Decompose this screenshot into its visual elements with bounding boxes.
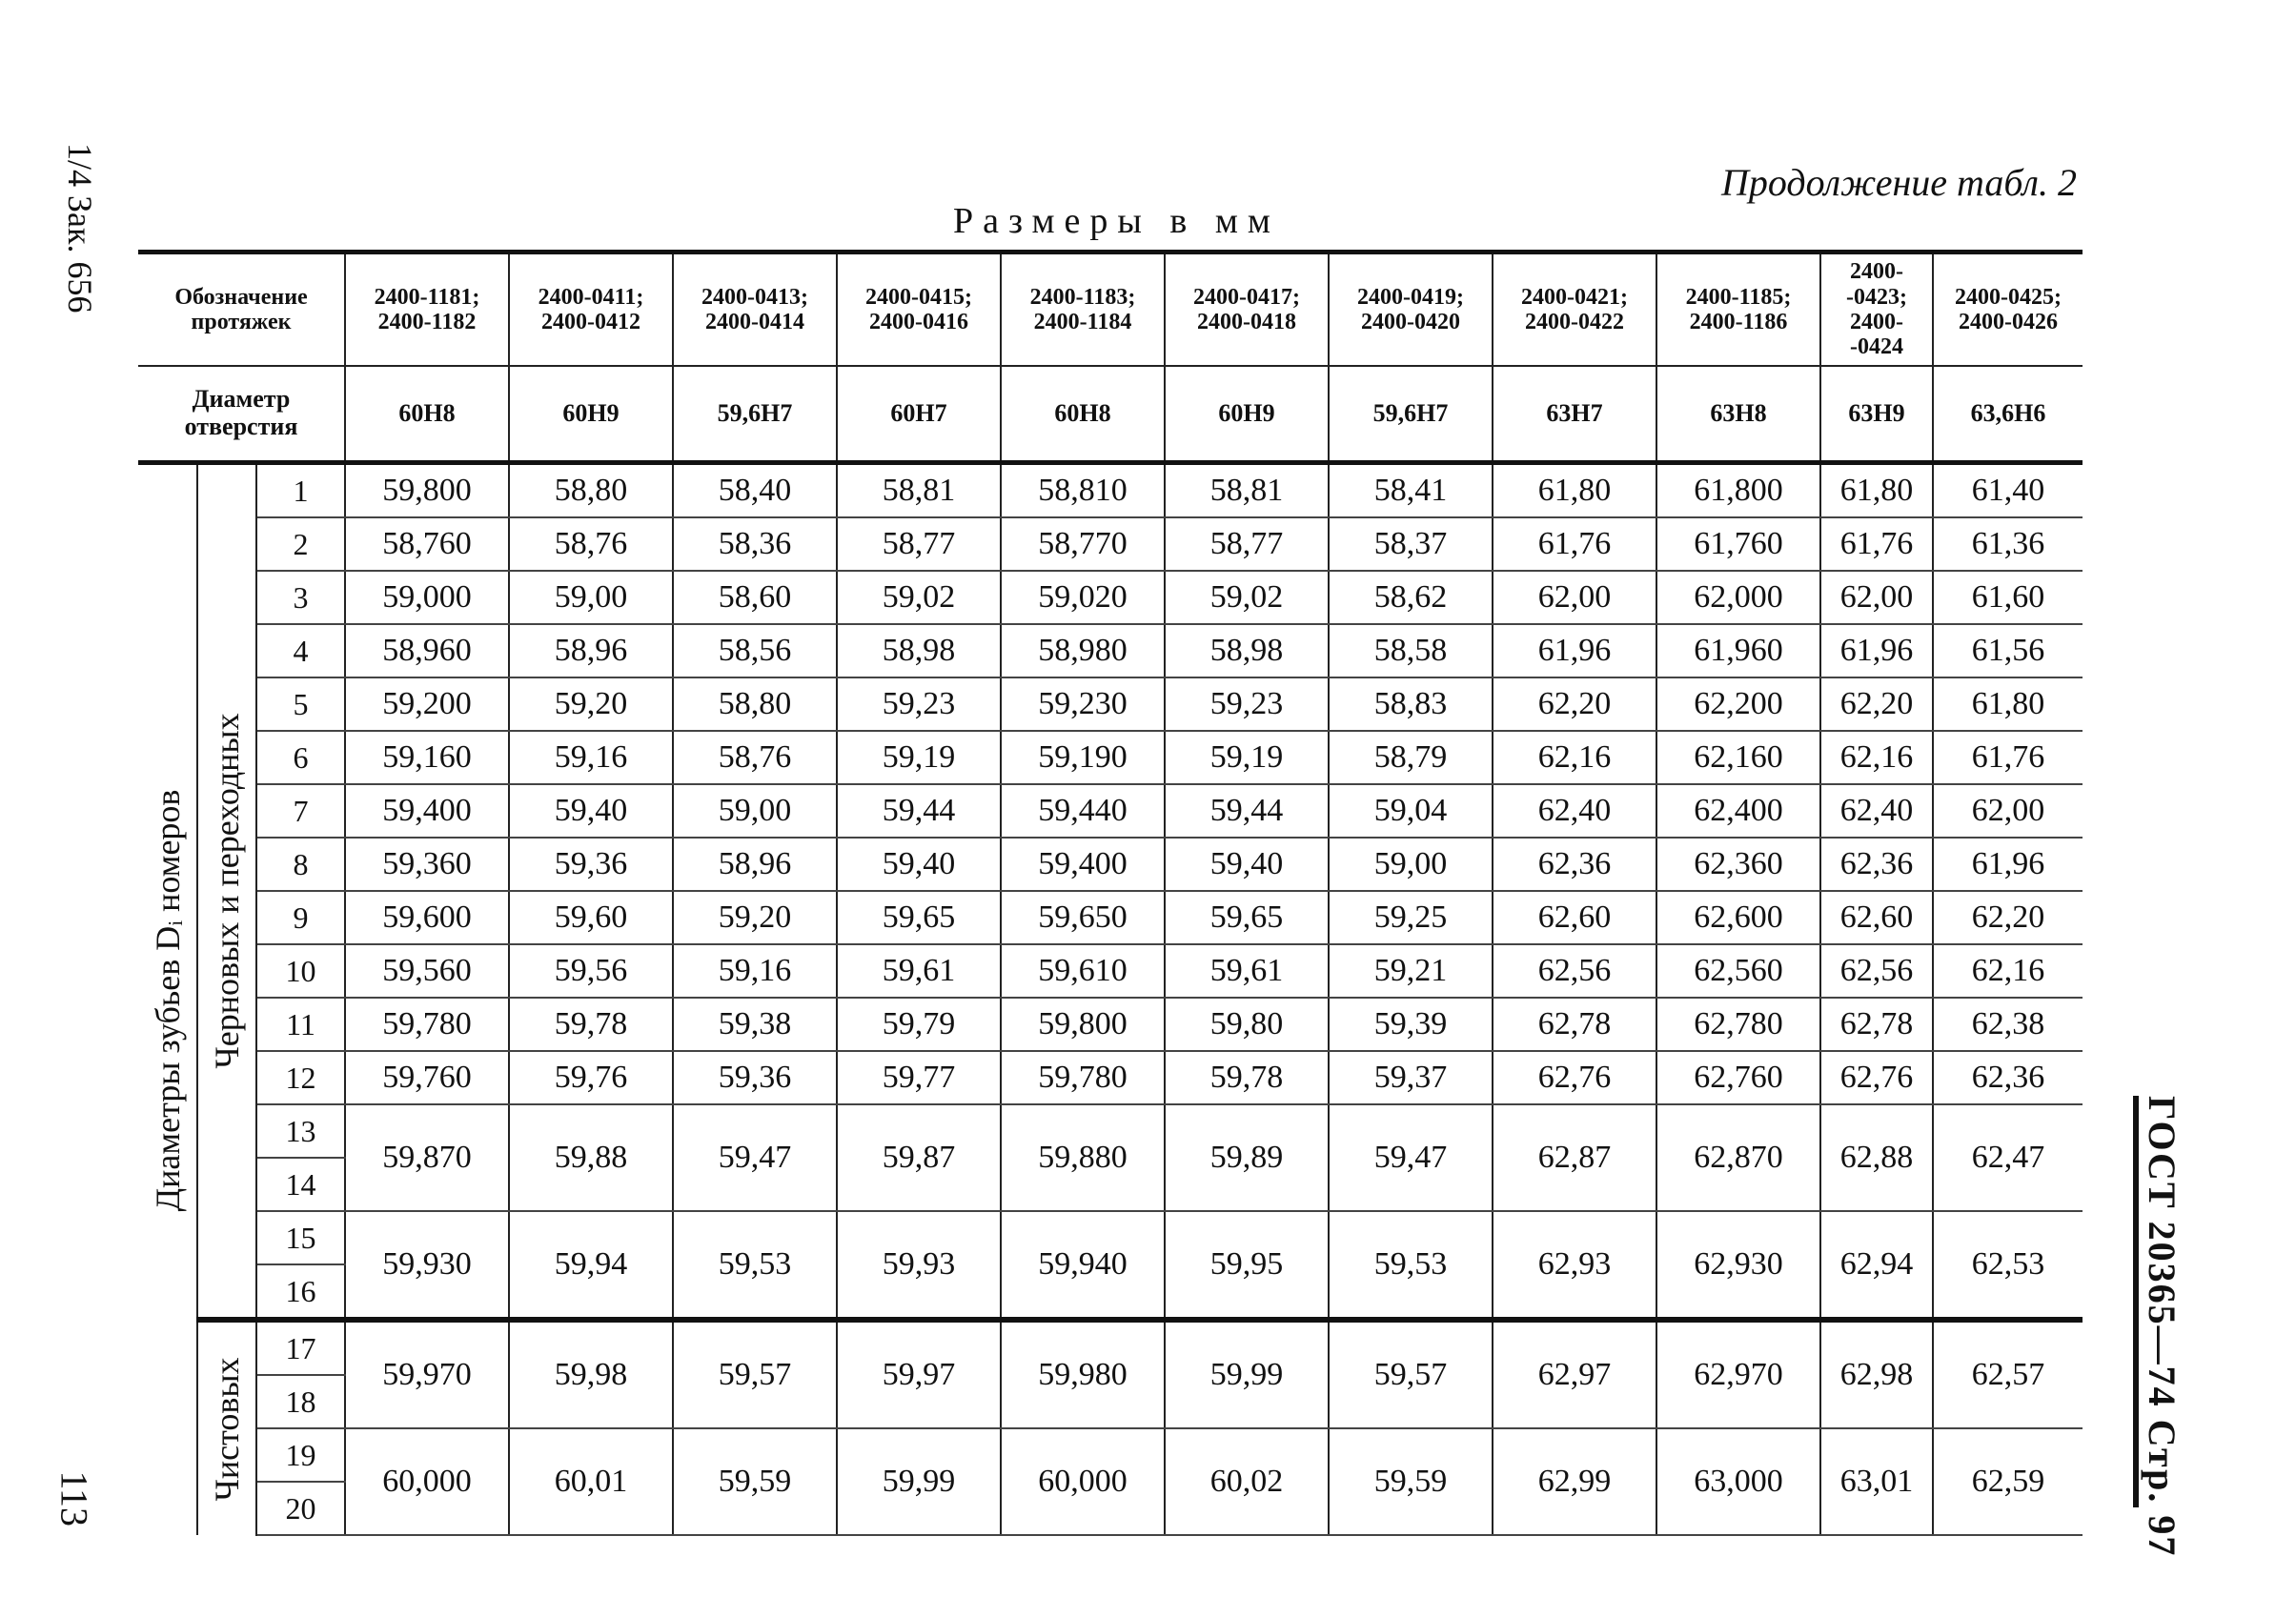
rough-side-label (197, 463, 256, 1321)
cell-value: 59,760 (345, 1051, 509, 1104)
header-designation: 2400-1185; 2400-1186 (1656, 253, 1820, 367)
cell-value: 62,36 (1933, 1051, 2083, 1104)
cell-value: 59,21 (1329, 944, 1493, 998)
cell-value: 59,59 (1329, 1428, 1493, 1535)
row-number: 7 (256, 784, 345, 838)
cell-value: 58,37 (1329, 517, 1493, 571)
cell-value: 59,39 (1329, 998, 1493, 1051)
cell-value: 62,36 (1820, 838, 1933, 891)
cell-value: 59,970 (345, 1320, 509, 1428)
header-diameter: 59,6H7 (673, 366, 837, 463)
row-number: 4 (256, 624, 345, 677)
cell-value: 62,97 (1493, 1320, 1656, 1428)
cell-value: 59,60 (509, 891, 673, 944)
cell-value: 59,53 (673, 1211, 837, 1320)
cell-value: 59,40 (837, 838, 1001, 891)
cell-value: 62,600 (1656, 891, 1820, 944)
cell-value: 61,36 (1933, 517, 2083, 571)
cell-value: 59,36 (673, 1051, 837, 1104)
cell-value: 61,80 (1820, 463, 1933, 518)
row-number: 18 (256, 1375, 345, 1428)
cell-value: 59,780 (1001, 1051, 1165, 1104)
cell-value: 59,610 (1001, 944, 1165, 998)
cell-value: 62,16 (1933, 944, 2083, 998)
row-number: 6 (256, 731, 345, 784)
cell-value: 62,60 (1493, 891, 1656, 944)
cell-value: 59,200 (345, 677, 509, 731)
cell-value: 59,400 (345, 784, 509, 838)
cell-value: 59,59 (673, 1428, 837, 1535)
cell-value: 59,23 (1165, 677, 1329, 731)
cell-value: 58,98 (837, 624, 1001, 677)
table-row (138, 677, 2083, 731)
cell-value: 60,02 (1165, 1428, 1329, 1535)
cell-value: 62,88 (1820, 1104, 1933, 1211)
row-number: 3 (256, 571, 345, 624)
cell-value: 62,200 (1656, 677, 1820, 731)
cell-value: 62,00 (1933, 784, 2083, 838)
table-row (138, 998, 2083, 1051)
cell-value: 59,78 (509, 998, 673, 1051)
cell-value: 58,60 (673, 571, 837, 624)
page-number-text: 113 (52, 1470, 96, 1527)
cell-value: 62,20 (1820, 677, 1933, 731)
cell-value: 59,95 (1165, 1211, 1329, 1320)
outer-side-label-text: Диаметры зубьев Dᵢ номеров (148, 789, 187, 1211)
cell-value: 58,76 (509, 517, 673, 571)
cell-value: 59,020 (1001, 571, 1165, 624)
cell-value: 59,93 (837, 1211, 1001, 1320)
cell-value: 59,78 (1165, 1051, 1329, 1104)
rough-side-label-text: Черновых и переходных (208, 713, 246, 1069)
cell-value: 59,94 (509, 1211, 673, 1320)
data-table (138, 250, 2083, 1536)
cell-value: 59,44 (837, 784, 1001, 838)
table-row (138, 463, 2083, 518)
cell-value: 58,810 (1001, 463, 1165, 518)
row-number: 1 (256, 463, 345, 518)
cell-value: 62,360 (1656, 838, 1820, 891)
cell-value: 62,56 (1493, 944, 1656, 998)
cell-value: 62,00 (1493, 571, 1656, 624)
header-designation: 2400-1181; 2400-1182 (345, 253, 509, 367)
cell-value: 58,77 (1165, 517, 1329, 571)
cell-value: 61,76 (1820, 517, 1933, 571)
cell-value: 58,96 (509, 624, 673, 677)
cell-value: 59,650 (1001, 891, 1165, 944)
finish-side-label-text: Чистовых (208, 1356, 246, 1502)
cell-value: 60,000 (345, 1428, 509, 1535)
cell-value: 59,400 (1001, 838, 1165, 891)
cell-value: 62,970 (1656, 1320, 1820, 1428)
cell-value: 59,870 (345, 1104, 509, 1211)
cell-value: 61,800 (1656, 463, 1820, 518)
row-number: 15 (256, 1211, 345, 1264)
cell-value: 62,00 (1820, 571, 1933, 624)
cell-value: 59,61 (837, 944, 1001, 998)
margin-note-text: 1/4 Зак. 656 (61, 143, 99, 313)
cell-value: 59,99 (1165, 1320, 1329, 1428)
cell-value: 59,780 (345, 998, 509, 1051)
cell-value: 59,88 (509, 1104, 673, 1211)
cell-value: 61,96 (1933, 838, 2083, 891)
cell-value: 58,960 (345, 624, 509, 677)
cell-value: 62,59 (1933, 1428, 2083, 1535)
header-diameter: 63,6H6 (1933, 366, 2083, 463)
table-row (138, 571, 2083, 624)
cell-value: 62,000 (1656, 571, 1820, 624)
cell-value: 62,930 (1656, 1211, 1820, 1320)
cell-value: 59,99 (837, 1428, 1001, 1535)
cell-value: 58,58 (1329, 624, 1493, 677)
cell-value: 59,61 (1165, 944, 1329, 998)
cell-value: 59,79 (837, 998, 1001, 1051)
cell-value: 59,37 (1329, 1051, 1493, 1104)
cell-value: 59,44 (1165, 784, 1329, 838)
table-row (138, 517, 2083, 571)
row-number: 17 (256, 1320, 345, 1375)
cell-value: 62,20 (1493, 677, 1656, 731)
header-diameter: 60H8 (1001, 366, 1165, 463)
cell-value: 59,80 (1165, 998, 1329, 1051)
row-number: 10 (256, 944, 345, 998)
cell-value: 61,40 (1933, 463, 2083, 518)
row-number: 8 (256, 838, 345, 891)
cell-value: 62,78 (1820, 998, 1933, 1051)
cell-value: 62,780 (1656, 998, 1820, 1051)
header-diameter: 60H8 (345, 366, 509, 463)
table-row (138, 1428, 2083, 1482)
header-designation: 2400-0415; 2400-0416 (837, 253, 1001, 367)
cell-value: 58,40 (673, 463, 837, 518)
table-row (138, 1104, 2083, 1158)
cell-value: 62,47 (1933, 1104, 2083, 1211)
table-row (138, 731, 2083, 784)
cell-value: 59,02 (1165, 571, 1329, 624)
cell-value: 59,800 (1001, 998, 1165, 1051)
header-designation: 2400-0419; 2400-0420 (1329, 253, 1493, 367)
header-diameter: 63H8 (1656, 366, 1820, 463)
cell-value: 59,16 (509, 731, 673, 784)
page-number (52, 1429, 96, 1544)
cell-value: 62,760 (1656, 1051, 1820, 1104)
cell-value: 62,36 (1493, 838, 1656, 891)
table-row (138, 944, 2083, 998)
cell-value: 62,98 (1820, 1320, 1933, 1428)
cell-value: 62,38 (1933, 998, 2083, 1051)
cell-value: 62,56 (1820, 944, 1933, 998)
table-row (138, 1051, 2083, 1104)
table-row (138, 891, 2083, 944)
row-number: 12 (256, 1051, 345, 1104)
cell-value: 59,53 (1329, 1211, 1493, 1320)
header-designation-label: Обозначение протяжек (138, 253, 345, 367)
cell-value: 63,000 (1656, 1428, 1820, 1535)
cell-value: 59,40 (1165, 838, 1329, 891)
cell-value: 60,01 (509, 1428, 673, 1535)
header-designation: 2400-0421; 2400-0422 (1493, 253, 1656, 367)
cell-value: 59,47 (673, 1104, 837, 1211)
cell-value: 59,56 (509, 944, 673, 998)
cell-value: 59,65 (837, 891, 1001, 944)
cell-value: 59,76 (509, 1051, 673, 1104)
cell-value: 59,00 (509, 571, 673, 624)
cell-value: 59,160 (345, 731, 509, 784)
table-row (138, 624, 2083, 677)
cell-value: 61,60 (1933, 571, 2083, 624)
cell-value: 58,96 (673, 838, 837, 891)
cell-value: 59,89 (1165, 1104, 1329, 1211)
row-number: 20 (256, 1482, 345, 1535)
cell-value: 62,57 (1933, 1320, 2083, 1428)
cell-value: 59,980 (1001, 1320, 1165, 1428)
cell-value: 59,23 (837, 677, 1001, 731)
cell-value: 58,36 (673, 517, 837, 571)
header-designation: 2400- -0423; 2400- -0424 (1820, 253, 1933, 367)
cell-value: 58,98 (1165, 624, 1329, 677)
cell-value: 61,76 (1493, 517, 1656, 571)
cell-value: 59,880 (1001, 1104, 1165, 1211)
header-designation: 2400-0411; 2400-0412 (509, 253, 673, 367)
header-designation: 2400-0425; 2400-0426 (1933, 253, 2083, 367)
header-diameter-label: Диаметр отверстия (138, 366, 345, 463)
cell-value: 61,760 (1656, 517, 1820, 571)
cell-value: 58,77 (837, 517, 1001, 571)
cell-value: 62,560 (1656, 944, 1820, 998)
row-number: 9 (256, 891, 345, 944)
cell-value: 62,53 (1933, 1211, 2083, 1320)
cell-value: 58,80 (673, 677, 837, 731)
header-designation: 2400-0413; 2400-0414 (673, 253, 837, 367)
cell-value: 59,190 (1001, 731, 1165, 784)
cell-value: 61,96 (1493, 624, 1656, 677)
cell-value: 59,16 (673, 944, 837, 998)
cell-value: 59,65 (1165, 891, 1329, 944)
cell-value: 59,940 (1001, 1211, 1165, 1320)
cell-value: 59,230 (1001, 677, 1165, 731)
cell-value: 59,000 (345, 571, 509, 624)
cell-value: 62,78 (1493, 998, 1656, 1051)
cell-value: 59,77 (837, 1051, 1001, 1104)
units-title: Размеры в мм (953, 201, 1280, 241)
cell-value: 59,36 (509, 838, 673, 891)
cell-value: 58,980 (1001, 624, 1165, 677)
cell-value: 59,57 (1329, 1320, 1493, 1428)
gost-label-text: ГОСТ 20365—74 Стр. 97 (2141, 1096, 2184, 1558)
cell-value: 62,76 (1820, 1051, 1933, 1104)
gost-label (2127, 1096, 2184, 1558)
cell-value: 61,56 (1933, 624, 2083, 677)
cell-value: 59,87 (837, 1104, 1001, 1211)
cell-value: 61,80 (1933, 677, 2083, 731)
row-number: 13 (256, 1104, 345, 1158)
cell-value: 59,00 (673, 784, 837, 838)
header-diameter: 59,6H7 (1329, 366, 1493, 463)
row-number: 5 (256, 677, 345, 731)
cell-value: 58,41 (1329, 463, 1493, 518)
cell-value: 59,20 (673, 891, 837, 944)
cell-value: 62,87 (1493, 1104, 1656, 1211)
cell-value: 59,440 (1001, 784, 1165, 838)
header-diameter: 60H9 (509, 366, 673, 463)
cell-value: 59,930 (345, 1211, 509, 1320)
cell-value: 58,83 (1329, 677, 1493, 731)
cell-value: 62,16 (1820, 731, 1933, 784)
cell-value: 58,56 (673, 624, 837, 677)
cell-value: 59,97 (837, 1320, 1001, 1428)
cell-value: 59,38 (673, 998, 837, 1051)
cell-value: 61,96 (1820, 624, 1933, 677)
cell-value: 59,47 (1329, 1104, 1493, 1211)
cell-value: 63,01 (1820, 1428, 1933, 1535)
cell-value: 59,02 (837, 571, 1001, 624)
cell-value: 62,40 (1820, 784, 1933, 838)
cell-value: 58,760 (345, 517, 509, 571)
cell-value: 59,20 (509, 677, 673, 731)
cell-value: 59,40 (509, 784, 673, 838)
row-number: 14 (256, 1158, 345, 1211)
cell-value: 59,25 (1329, 891, 1493, 944)
margin-note (43, 143, 100, 429)
cell-value: 59,600 (345, 891, 509, 944)
cell-value: 62,160 (1656, 731, 1820, 784)
cell-value: 59,57 (673, 1320, 837, 1428)
table-row (138, 1320, 2083, 1375)
cell-value: 59,360 (345, 838, 509, 891)
header-diameter: 63H9 (1820, 366, 1933, 463)
cell-value: 59,98 (509, 1320, 673, 1428)
cell-value: 60,000 (1001, 1428, 1165, 1535)
cell-value: 62,60 (1820, 891, 1933, 944)
cell-value: 59,00 (1329, 838, 1493, 891)
cell-value: 59,19 (1165, 731, 1329, 784)
cell-value: 62,400 (1656, 784, 1820, 838)
outer-side-label (138, 463, 197, 1536)
cell-value: 58,79 (1329, 731, 1493, 784)
row-number: 2 (256, 517, 345, 571)
cell-value: 58,80 (509, 463, 673, 518)
row-number: 11 (256, 998, 345, 1051)
cell-value: 62,99 (1493, 1428, 1656, 1535)
cell-value: 62,870 (1656, 1104, 1820, 1211)
cell-value: 61,76 (1933, 731, 2083, 784)
table-row (138, 1211, 2083, 1264)
cell-value: 62,16 (1493, 731, 1656, 784)
cell-value: 58,770 (1001, 517, 1165, 571)
table-row (138, 838, 2083, 891)
cell-value: 58,76 (673, 731, 837, 784)
cell-value: 61,960 (1656, 624, 1820, 677)
header-designation: 2400-0417; 2400-0418 (1165, 253, 1329, 367)
cell-value: 62,94 (1820, 1211, 1933, 1320)
row-number: 16 (256, 1264, 345, 1320)
cell-value: 59,560 (345, 944, 509, 998)
cell-value: 62,76 (1493, 1051, 1656, 1104)
cell-value: 62,93 (1493, 1211, 1656, 1320)
continuation-title: Продолжение табл. 2 (1720, 161, 2077, 204)
cell-value: 61,80 (1493, 463, 1656, 518)
header-diameter: 63H7 (1493, 366, 1656, 463)
header-diameter: 60H9 (1165, 366, 1329, 463)
header-diameter: 60H7 (837, 366, 1001, 463)
cell-value: 58,81 (837, 463, 1001, 518)
cell-value: 62,20 (1933, 891, 2083, 944)
cell-value: 59,04 (1329, 784, 1493, 838)
cell-value: 58,81 (1165, 463, 1329, 518)
cell-value: 62,40 (1493, 784, 1656, 838)
cell-value: 59,19 (837, 731, 1001, 784)
row-number: 19 (256, 1428, 345, 1482)
cell-value: 59,800 (345, 463, 509, 518)
cell-value: 58,62 (1329, 571, 1493, 624)
header-designation: 2400-1183; 2400-1184 (1001, 253, 1165, 367)
finish-side-label (197, 1320, 256, 1535)
table-row (138, 784, 2083, 838)
